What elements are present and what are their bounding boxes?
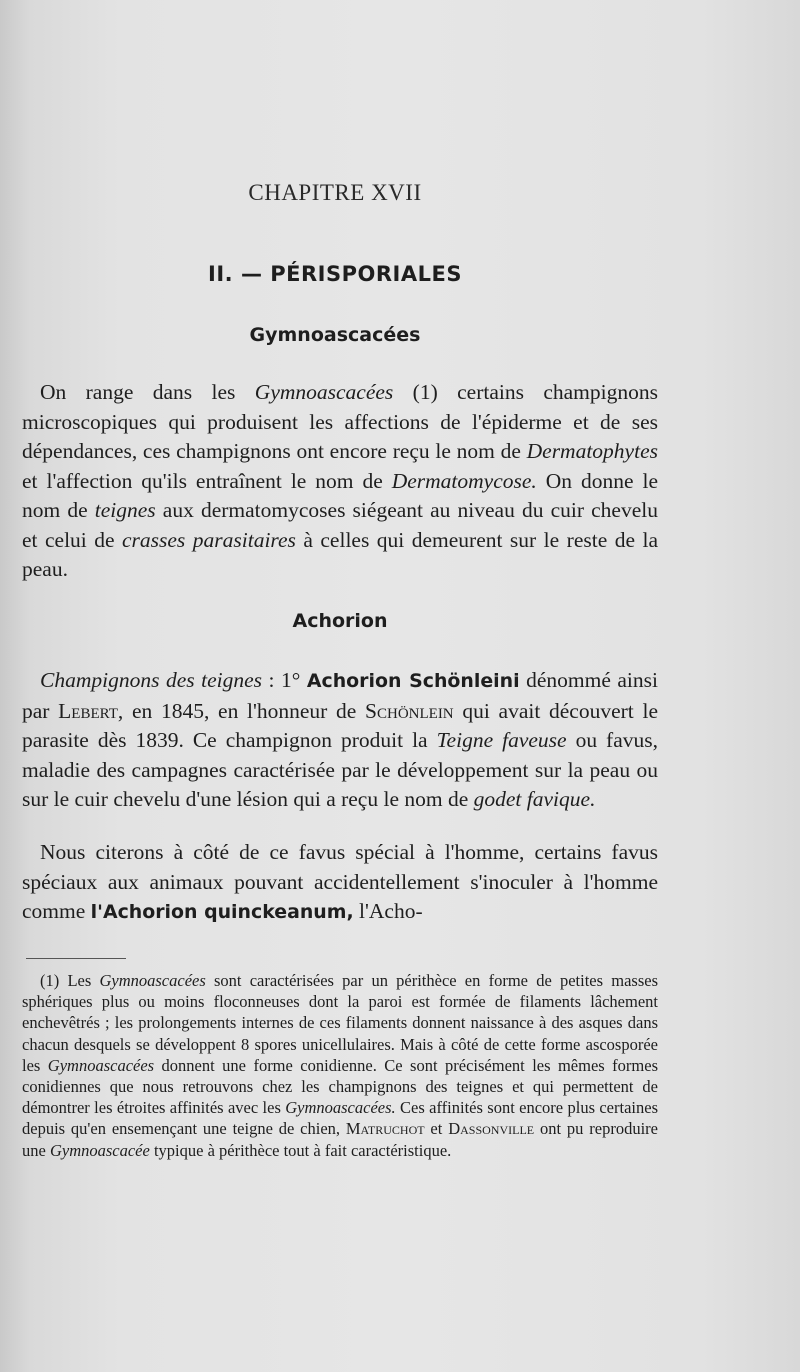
text-run: On donne le nom de bbox=[22, 468, 659, 522]
text-run: (1) certains champignons microscopiques qui produisent les affections de l'épiderme et de ses dépendances, ces champignons ont encore reçu le nom de bbox=[22, 380, 658, 463]
achorion-heading: Achorion bbox=[292, 610, 388, 632]
italic-term: crasses parasitaires bbox=[122, 527, 296, 552]
text-run: sont caractérisées par un périthèce en forme de petites masses sphériques plus ou moins floconneuses dont la paroi est formée de filaments lâchement enchevêtrés ; les prolongements internes de ces filaments donnent naissance à des asques dans chacun desquels se développent 8 spores unicellulaires. Mais à côté de cette forme ascosporée les bbox=[22, 971, 658, 1075]
italic-term: Gymnoascacées bbox=[254, 380, 394, 404]
chapter-heading: CHAPITRE XVII bbox=[248, 180, 422, 205]
text-run: dénommé ainsi par bbox=[22, 668, 658, 723]
italic-term: Dermatophytes bbox=[526, 439, 658, 463]
text-run: , en 1845, en l'honneur de bbox=[117, 698, 366, 723]
section-title: II. — PÉRISPORIALES bbox=[208, 262, 462, 286]
text-run: On range dans les bbox=[40, 380, 255, 404]
italic-term: Gymnoascacée bbox=[49, 1140, 150, 1160]
favus-paragraph bbox=[22, 838, 658, 928]
author-name: Dassonville bbox=[448, 1119, 535, 1139]
text-run: l'Acho- bbox=[353, 899, 423, 923]
author-name: Lebert bbox=[58, 698, 118, 723]
author-name: Schönlein bbox=[365, 698, 454, 723]
text-run: ou favus, maladie des campagnes caractérisée par le développement sur la peau ou sur le cuir chevelu d'une lésion qui a reçu le nom de bbox=[22, 728, 658, 811]
text-run: à celles qui demeurent sur le reste de la peau. bbox=[22, 527, 658, 581]
italic-term: Gymnoascacées bbox=[47, 1055, 155, 1075]
footnote-divider bbox=[26, 958, 126, 959]
text-run: (1) Les bbox=[40, 971, 100, 990]
text-run: Nous citerons à côté de ce favus spécial à l'homme, certains favus spéciaux aux animaux pouvant accidentellement s'inoculer à l'homme comme bbox=[22, 840, 658, 923]
bold-species-name: l'Achorion quinckeanum, bbox=[90, 901, 354, 923]
text-run: ont pu reproduire une bbox=[22, 1119, 658, 1160]
text-run: Ces affinités sont encore plus certaines depuis qu'en ensemençant une teigne de chien, bbox=[22, 1098, 658, 1139]
text-run: qui avait découvert le parasite dès 1839. Ce champignon produit la bbox=[22, 698, 658, 752]
italic-term: godet favique. bbox=[473, 787, 596, 811]
intro-paragraph bbox=[22, 378, 658, 585]
subsection-title: Gymnoascacées bbox=[249, 324, 421, 346]
text-run: et l'affection qu'ils entraînent le nom de bbox=[22, 468, 392, 493]
italic-term: Teigne faveuse bbox=[436, 728, 567, 752]
text-run: aux dermatomycoses siégeant au niveau du cuir chevelu et celui de bbox=[22, 498, 658, 552]
italic-term: Gymnoascacées. bbox=[285, 1098, 396, 1118]
achorion-paragraph bbox=[22, 666, 658, 815]
italic-term: Gymnoascacées bbox=[99, 971, 206, 990]
footnote bbox=[22, 970, 658, 1161]
text-run: donnent une forme conidienne. Ce sont précisément les mêmes formes conidiennes que nous retrouvons chez les champignons des teignes et qui permettent de démontrer les étroites affinités avec les bbox=[22, 1055, 658, 1118]
italic-term: teignes bbox=[94, 498, 156, 522]
italic-term: Champignons des teignes bbox=[40, 668, 263, 692]
bold-species-name: Achorion Schönleini bbox=[306, 670, 520, 692]
author-name: Matruchot bbox=[345, 1119, 425, 1139]
italic-term: Dermatomycose. bbox=[391, 468, 537, 493]
text-run: typique à périthèce tout à fait caractéristique. bbox=[149, 1140, 452, 1160]
text-run: et bbox=[424, 1119, 449, 1139]
text-run: : 1° bbox=[262, 668, 307, 692]
